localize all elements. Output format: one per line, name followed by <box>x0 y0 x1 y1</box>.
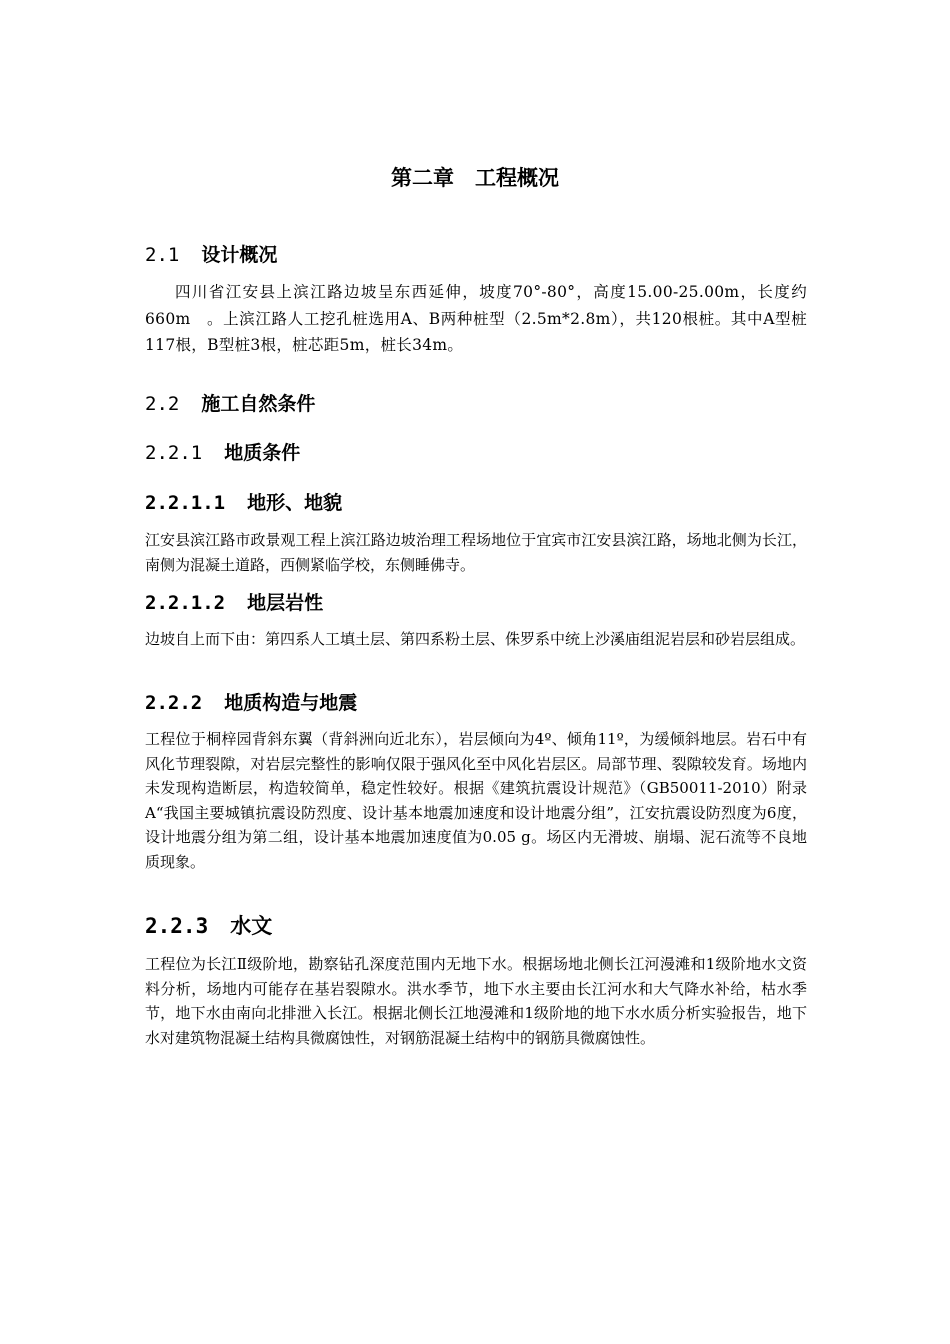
section-title: 地形、地貌 <box>247 492 343 514</box>
section-number: 2.2.1.1 <box>145 492 226 514</box>
section-2-2-2-heading <box>145 690 357 716</box>
section-2-2-1-heading <box>145 440 300 466</box>
section-title: 地质条件 <box>224 442 301 464</box>
section-2-2-3-body: 工程位为长江Ⅱ级阶地，勘察钻孔深度范围内无地下水。根据场地北侧长江河漫滩和1级阶地水文资料分析，场地内可能存在基岩裂隙水。洪水季节，地下水主要由长江河水和大气降水补给，枯水季节，地下水由南向北排泄入长江。根据北侧长江地漫滩和1级阶地的地下水水质分析实验报告，地下水对建筑物混凝土结构具微腐蚀性，对钢筋混凝土结构中的钢筋具微腐蚀性。 <box>145 955 807 1047</box>
section-2-1-heading <box>145 242 277 268</box>
section-title: 地质构造与地震 <box>224 692 358 714</box>
section-2-2-1-1-heading <box>145 490 342 516</box>
section-2-2-2-body: 工程位于桐梓园背斜东翼（背斜洲向近北东），岩层倾向为4º、倾角11º，为缓倾斜地层。岩石中有风化节理裂隙，对岩层完整性的影响仅限于强风化至中风化岩层区。局部节理、裂隙较发育。场地内未发现构造断层，构造较简单，稳定性较好。根据《建筑抗震设计规范》（GB50011-2010）附录A“我国主要城镇抗震设防烈度、设计基本地震加速度和设计地震分组”，江安抗震设防烈度为6度，设计地震分组为第二组，设计基本地震加速度值为0.05 g。场区内无滑坡、崩塌、泥石流等不良地质现象。 <box>145 730 807 871</box>
section-title: 水文 <box>230 914 273 938</box>
section-2-2-3-heading <box>145 913 272 939</box>
section-2-1-body: 四川省江安县上滨江路边坡呈东西延伸，坡度70°-80°，高度15.00-25.00m，长度约660m 。上滨江路人工挖孔桩选用A、B两种桩型（2.5m*2.8m），共120根桩。其中A型桩117根，B型桩3根，桩芯距5m，桩长34m。 <box>145 283 807 354</box>
section-title: 施工自然条件 <box>201 393 316 415</box>
section-number: 2.1 <box>145 244 180 266</box>
section-number: 2.2.3 <box>145 914 209 938</box>
section-title: 地层岩性 <box>247 592 324 614</box>
chapter-title: 第二章 工程概况 <box>391 166 559 190</box>
section-2-2-heading <box>145 391 315 417</box>
section-2-2-1-2-body: 边坡自上而下由：第四系人工填土层、第四系粉土层、侏罗系中统上沙溪庙组泥岩层和砂岩层组成。 <box>145 630 806 648</box>
section-number: 2.2 <box>145 393 180 415</box>
section-2-2-1-2-heading <box>145 590 323 616</box>
section-number: 2.2.2 <box>145 692 203 714</box>
section-number: 2.2.1.2 <box>145 592 226 614</box>
section-title: 设计概况 <box>201 244 278 266</box>
section-2-2-1-1-body: 江安县滨江路市政景观工程上滨江路边坡治理工程场地位于宜宾市江安县滨江路，场地北侧为长江，南侧为混凝土道路，西侧紧临学校，东侧睡佛寺。 <box>145 531 807 574</box>
section-number: 2.2.1 <box>145 442 203 464</box>
